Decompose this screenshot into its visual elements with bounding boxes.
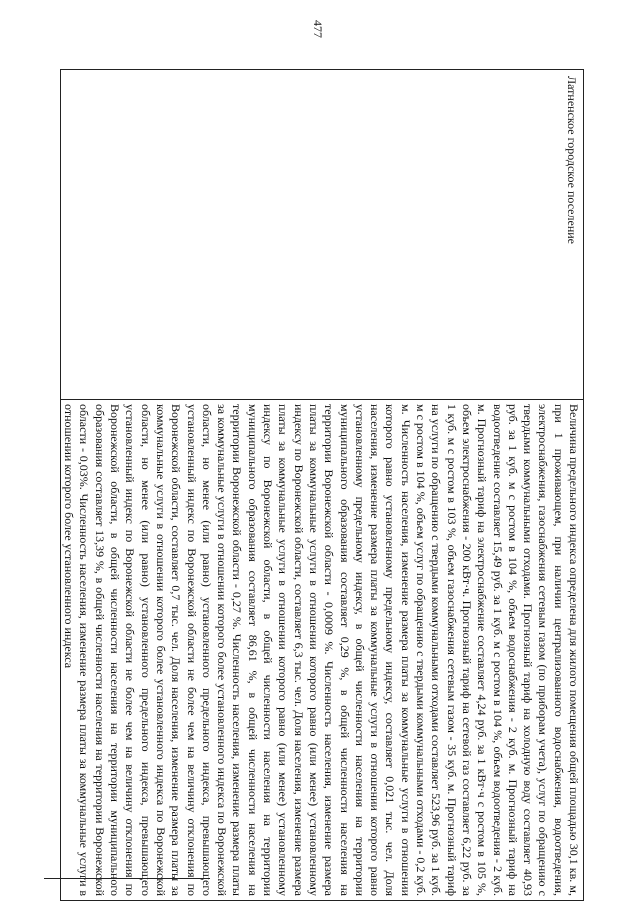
- footnote-divider: [44, 878, 210, 879]
- description-text: Величина предельного индекса определена для жилого помещения общей площадью 30,1 кв. м, при 1 проживающем, при наличии централизованного водоснабжения, водоотведения, электроснабжения, газоснабжения сетевым газом (по приборам учета), услуг по обращению с твердыми коммунальными отходами. Прогнозный тариф на холодную воду составляет 40,93 руб. за 1 куб. м с ростом в 104 %, объем водоснабжения - 2 куб. м. Прогнозный тариф на водоотведение составляет 15,49 руб. за 1 куб. м с ростом в 104 %, объем водоотведения - 2 куб. м. Прогнозный тариф на электроснабжение составляет 4,24 руб. за 1 кВт·ч с ростом в 105 %, объем электроснабжения - 200 кВт·ч. Прогнозный тариф на сетевой газ составляет 6,22 руб. за 1 куб. м с ростом в 103 %, объем газоснабжения сетевым газом - 35 куб. м. Прогнозный тариф на услуги по обращению с твердыми коммунальными отходами составляет 523,96 руб. за 1 куб. м с ростом в 104 %, объем услуг по обращению с твердыми коммунальными отходами - 0,2 куб. м. Численность населения, изменение размера платы за коммунальные услуги в отношении которого равно установленному предельному индексу, составляет 0,021 тыс. чел. Доля населения, изменение размера платы за коммунальные услуги в отношении которого равно установленному предельному индексу, в общей численности населения на территории муниципального образования составляет 0,29 %, в общей численности населения на территории Воронежской области - 0,0009 %. Численность населения, изменение размера платы за коммунальные услуги в отношении которого равно (или менее) установленному индексу по Воронежской области, составляет 6,3 тыс. чел. Доля населения, изменение размера платы за коммунальные услуги в отношении которого равно (или менее) установленному индексу по Воронежской области, в общей численности населения на территории муниципального образования составляет 86,61 %, в общей численности населения на территории Воронежской области - 0,27 %. Численность населения, изменение размера платы за коммунальные услуги в отношении которого более установленного индекса по Воронежской области, но менее (или равно) установленного предельного индекса, превышающего установленный индекс по Воронежской области не более чем на величину отклонения по Воронежской области, составляет 0,7 тыс. чел. Доля населения, изменение размера платы за коммунальные услуги в отношении которого более установленного индекса по Воронежской области, но менее (или равно) установленного предельного индекса, превышающего установленный индекс по Воронежской области не более чем на величину отклонения по Воронежской области, в общей численности населения на территории муниципального образования составляет 13,39 %, в общей численности населения на территории Воронежской области - 0,03%. Численность населения, изменение размера платы за коммунальные услуги в отношении которого более установленного индекса: [62, 404, 581, 896]
- settlement-cell: [61, 70, 583, 400]
- description-cell: [61, 400, 583, 900]
- page-number-text: 477: [311, 20, 325, 38]
- tariff-table: [60, 69, 584, 901]
- settlement-name: Латненское городское поселение: [565, 76, 579, 244]
- page-number: [306, 14, 330, 44]
